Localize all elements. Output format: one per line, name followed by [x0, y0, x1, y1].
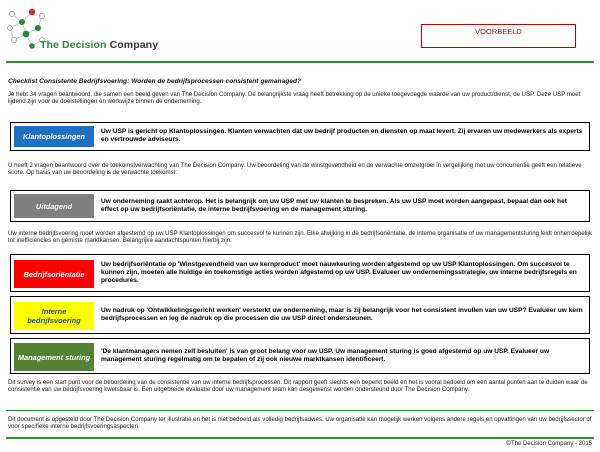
row-label-uitdagend: Uitdagend	[14, 194, 94, 218]
row-label-management-sturing: Management sturing	[14, 343, 94, 371]
disclaimer-text: Dit document is opgesteld door The Decision Company ter illustratie en het is niet bedoeld als volledig bedrijfsadvies. Uw organisatie kan mogelijk werken volgens andere regels en opvattingen van uw bedrijfssector of voor specifieke interne bedrijfsvoeringsaspecten.	[8, 416, 592, 431]
row-text-bedrijfsorientatie: Uw bedrijfsoriëntatie op 'Winstgevendheid van uw kernproduct' moet nauwkeuring worden afgestemd op uw USP Klantoplossingen. Om succesvol te kunnen zijn, moeten alle huidige en toekomstige acties worden afgestemd op uw USP. Evalueer uw ondernemingsstrategie, uw interne bedrijfsregels en procedures.	[101, 261, 577, 284]
brand-name: The Decision	[40, 39, 107, 51]
page-title: Checklist Consistente Bedrijfsvoering: Worden de bedrijfsprocessen consistent gemanaged?	[8, 78, 301, 85]
row-label-bedrijfsorientatie: Bedrijfsoriëntatie	[14, 260, 94, 288]
intro-text: Je hebt 34 vragen beantwoord, die samen een beeld geven van The Decision Company. De belangrijkste vraag heeft betrekking op de unieke toegevoegde waarde van uw product/dienst, de USP. Deze USP moet lijdend zijn voor de doelstellingen en werkwijze binnen de onderneming.	[8, 91, 581, 106]
bottom-divider	[6, 410, 594, 411]
row-bedrijfsorientatie	[10, 254, 590, 292]
example-stamp: VOORBEELD	[421, 24, 576, 48]
row-text-klantoplossingen: Uw USP is gericht op Klantoplossingen. Klanten verwachten dat uw bedrijf producten en diensten op maat levert. Zij ervaren uw medewerkers als experts en vertrouwde adviseurs.	[101, 128, 583, 143]
copyright: ©The Decision Company - 2015	[506, 441, 592, 447]
row-management-sturing	[10, 338, 590, 374]
footer-divider	[6, 437, 594, 439]
row-interne-bedrijfsvoering	[10, 296, 590, 334]
row-text-interne-bedrijfsvoering: Uw nadruk op 'Ontwikkelingsgericht werken' versterkt uw onderneming, maar is zij belangrijk voor het consistent invullen van uw USP? Evalueer uw kern bedrijfsprocessen en leg de nadruk op die processen die uw USP direct ondersteunen.	[101, 307, 583, 322]
brand-suffix: Company	[109, 39, 159, 51]
internal-operations-text: Uw interne bedrijfsvoering moet worden afgestemd op uw USP Klantoplossingen om succesvol te kunnen zijn. Elke afwijking in de bedrijfsoriëntatie, de interne organisatie of uw managementsturing leidt onherroepelijk tot inefficiencies en gemiste marktkansen. Belangrijke aandachtspunten hierbij zijn:	[8, 230, 592, 245]
row-klantoplossingen	[10, 122, 590, 151]
conclusion-text: Dit survey is een start punt voor de beoordeling van de consistentie van uw interne bedrijfsprocessen. Dit rapport geeft slechts een beperkt beeld en het is vooral bedoeld om een aantal punten aan te duiden waar de consistentie van uw bedrijfsvoering kwetsbaar is. Een uitgebreide evaluatie door uw management team kan desgewenst worden ondersteund door The Decision Company.	[8, 379, 588, 394]
row-label-interne-bedrijfsvoering: Interne bedrijfsvoering	[14, 302, 94, 330]
row-text-uitdagend: Uw onderneming raakt achterop. Het is belangrijk om uw USP met uw klanten te bespreken. Als uw USP moet worden aangepast, bepaal dan ook het effect op uw bedrijfsoriëntatie, de interne bedrijfsvoering en de management sturing.	[101, 198, 567, 213]
row-text-management-sturing: 'De klantmanagers nemen zelf besluiten' is van groot belang voor uw USP. Uw management sturing is goed afgestemd op uw USP. Evalueer uw management sturing regelmatig om te bepalen of zij ook nieuwe marktkansen identificeert.	[101, 348, 550, 363]
top-divider	[6, 61, 594, 63]
future-expectation-text: U heeft 2 vragen beantwoord over de toekomstverwachting van The Decision Company. Uw beoordeling van de winstgevendheid en de verwachte omzetgroei in vergelijking met uw concurrentie geeft een relatieve score. Op basis van uw beoordeling is de verwachte toekomst:	[8, 162, 582, 177]
row-uitdagend	[10, 190, 590, 222]
logo	[6, 6, 206, 54]
row-label-klantoplossingen: Klantoplossingen	[14, 126, 94, 147]
